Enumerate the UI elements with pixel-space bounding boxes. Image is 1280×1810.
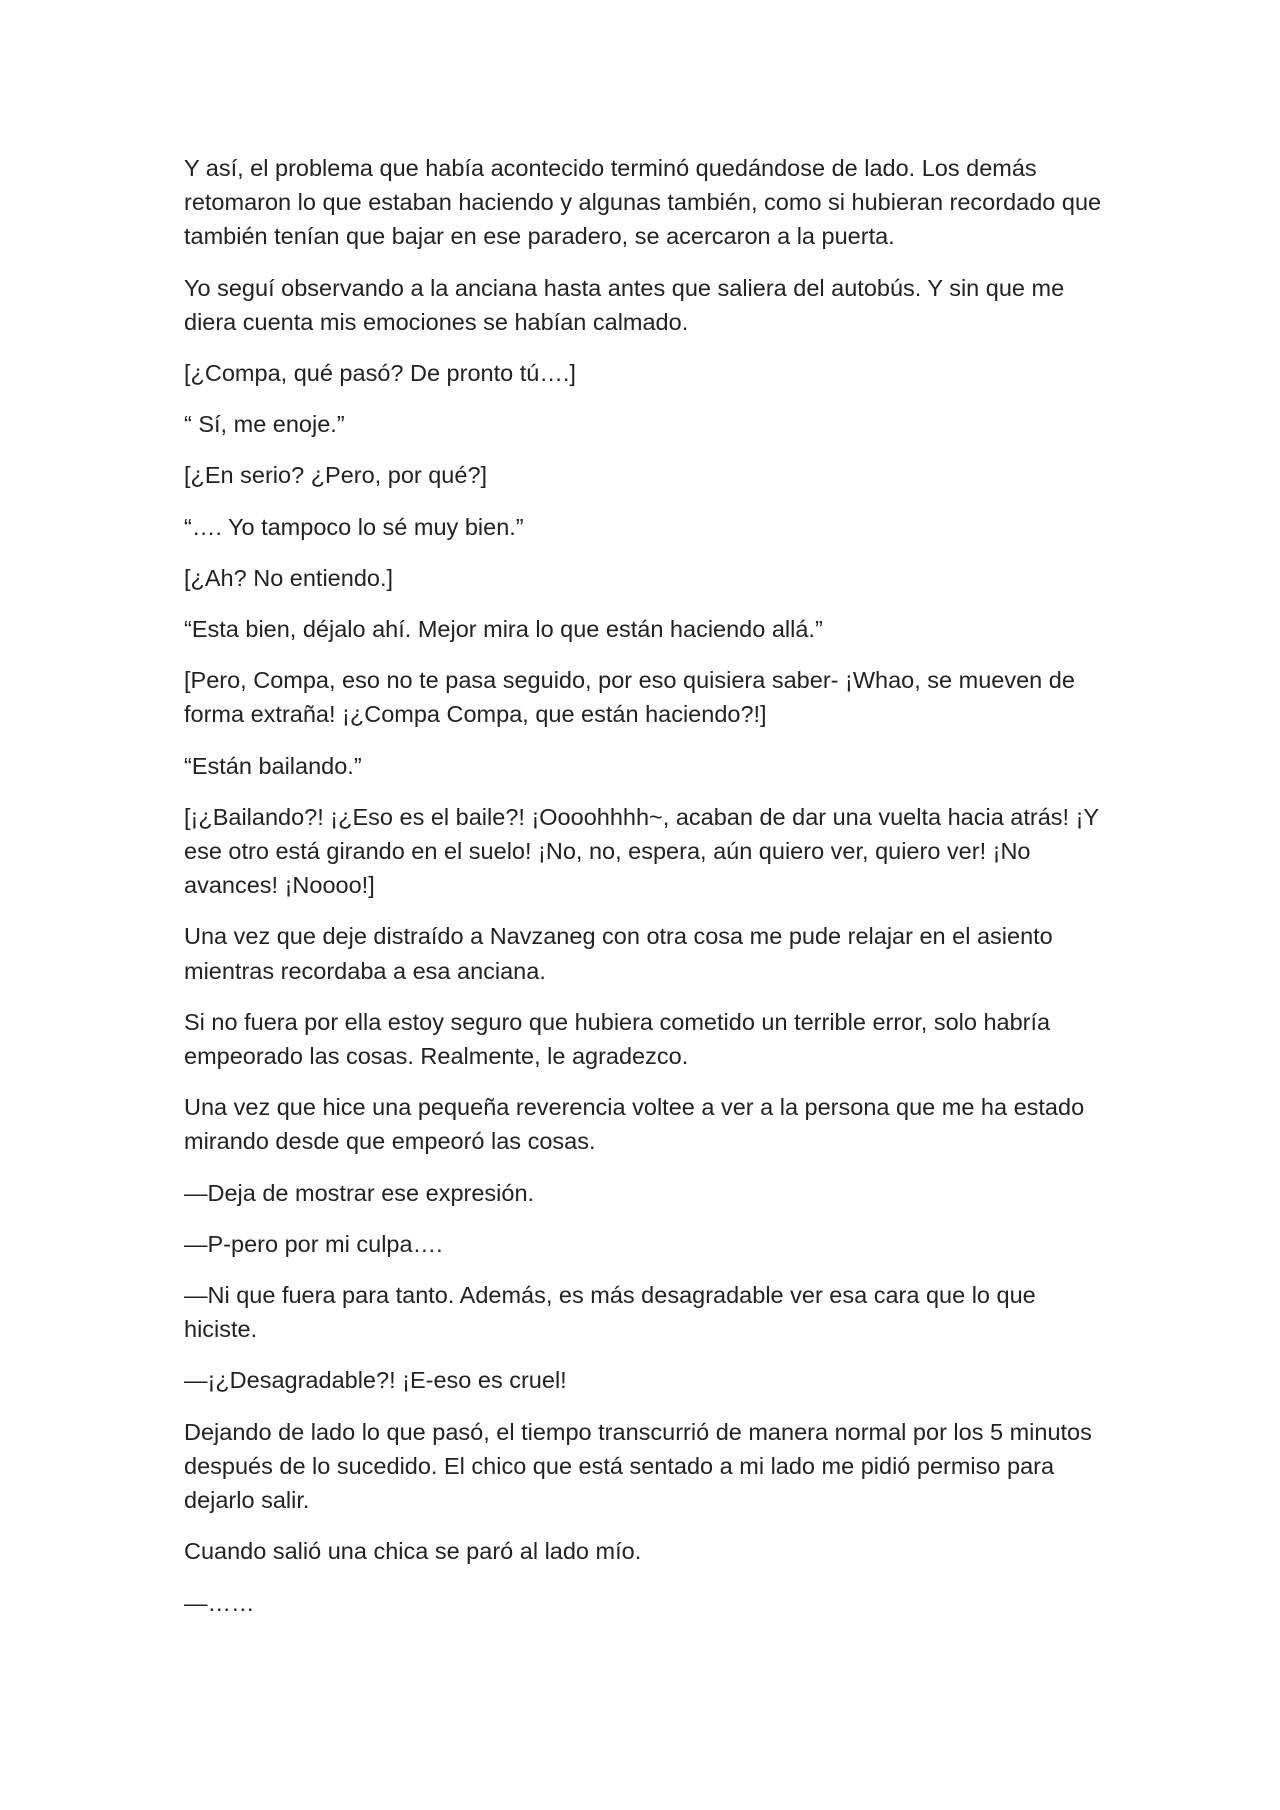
dialogue-line: —Deja de mostrar ese expresión. [184, 1179, 535, 1206]
dialogue-line: —…… [184, 1589, 255, 1616]
paragraph: Yo seguí observando a la anciana hasta antes que saliera del autobús. Y sin que me diera cuenta mis emociones se habían calmado. [184, 274, 1071, 335]
dialogue-line: [¿En serio? ¿Pero, por qué?] [184, 462, 488, 489]
dialogue-line: [Pero, Compa, eso no te pasa seguido, por eso quisiera saber- ¡Whao, se mueven de forma extraña! ¡¿Compa Compa, que están haciendo?!] [184, 667, 1082, 728]
dialogue-line: “ Sí, me enoje.” [184, 411, 345, 438]
paragraph: Dejando de lado lo que pasó, el tiempo transcurrió de manera normal por los 5 minutos después de lo sucedido. El chico que está sentado a mi lado me pidió permiso para dejarlo salir. [184, 1418, 1099, 1514]
dialogue-line: [¡¿Bailando?! ¡¿Eso es el baile?! ¡Oooohhhh~, acaban de dar una vuelta hacia atrás! ¡Y ese otro está girando en el suelo! ¡No, no, espera, aún quiero ver, quiero ver! ¡No avances! ¡Noooo!] [184, 803, 1106, 899]
dialogue-line: “Esta bien, déjalo ahí. Mejor mira lo que están haciendo allá.” [184, 616, 823, 643]
paragraph: Y así, el problema que había acontecido terminó quedándose de lado. Los demás retomaron lo que estaban haciendo y algunas también, como si hubieran recordado que también tenían que bajar en ese paradero, se acercaron a la puerta. [184, 155, 1108, 250]
paragraph: Una vez que hice una pequeña reverencia voltee a ver a la persona que me ha estado mirando desde que empeoró las cosas. [184, 1094, 1091, 1155]
dialogue-line: —P-pero por mi culpa…. [184, 1230, 443, 1257]
document-body [184, 151, 1108, 1637]
dialogue-line: [¿Compa, qué pasó? De pronto tú….] [184, 360, 576, 387]
dialogue-line: [¿Ah? No entiendo.] [184, 564, 394, 591]
paragraph: Si no fuera por ella estoy seguro que hubiera cometido un terrible error, solo habría empeorado las cosas. Realmente, le agradezco. [184, 1008, 1057, 1070]
dialogue-line: “Están bailando.” [184, 752, 362, 779]
paragraph: Cuando salió una chica se paró al lado mío. [184, 1538, 642, 1565]
dialogue-line: —Ni que fuera para tanto. Además, es más desagradable ver esa cara que lo que hiciste. [184, 1282, 1043, 1343]
dialogue-line: “…. Yo tampoco lo sé muy bien.” [184, 513, 524, 540]
dialogue-line: —¡¿Desagradable?! ¡E-eso es cruel! [184, 1367, 567, 1394]
paragraph: Una vez que deje distraído a Navzaneg con otra cosa me pude relajar en el asiento mientras recordaba a esa anciana. [184, 923, 1060, 984]
